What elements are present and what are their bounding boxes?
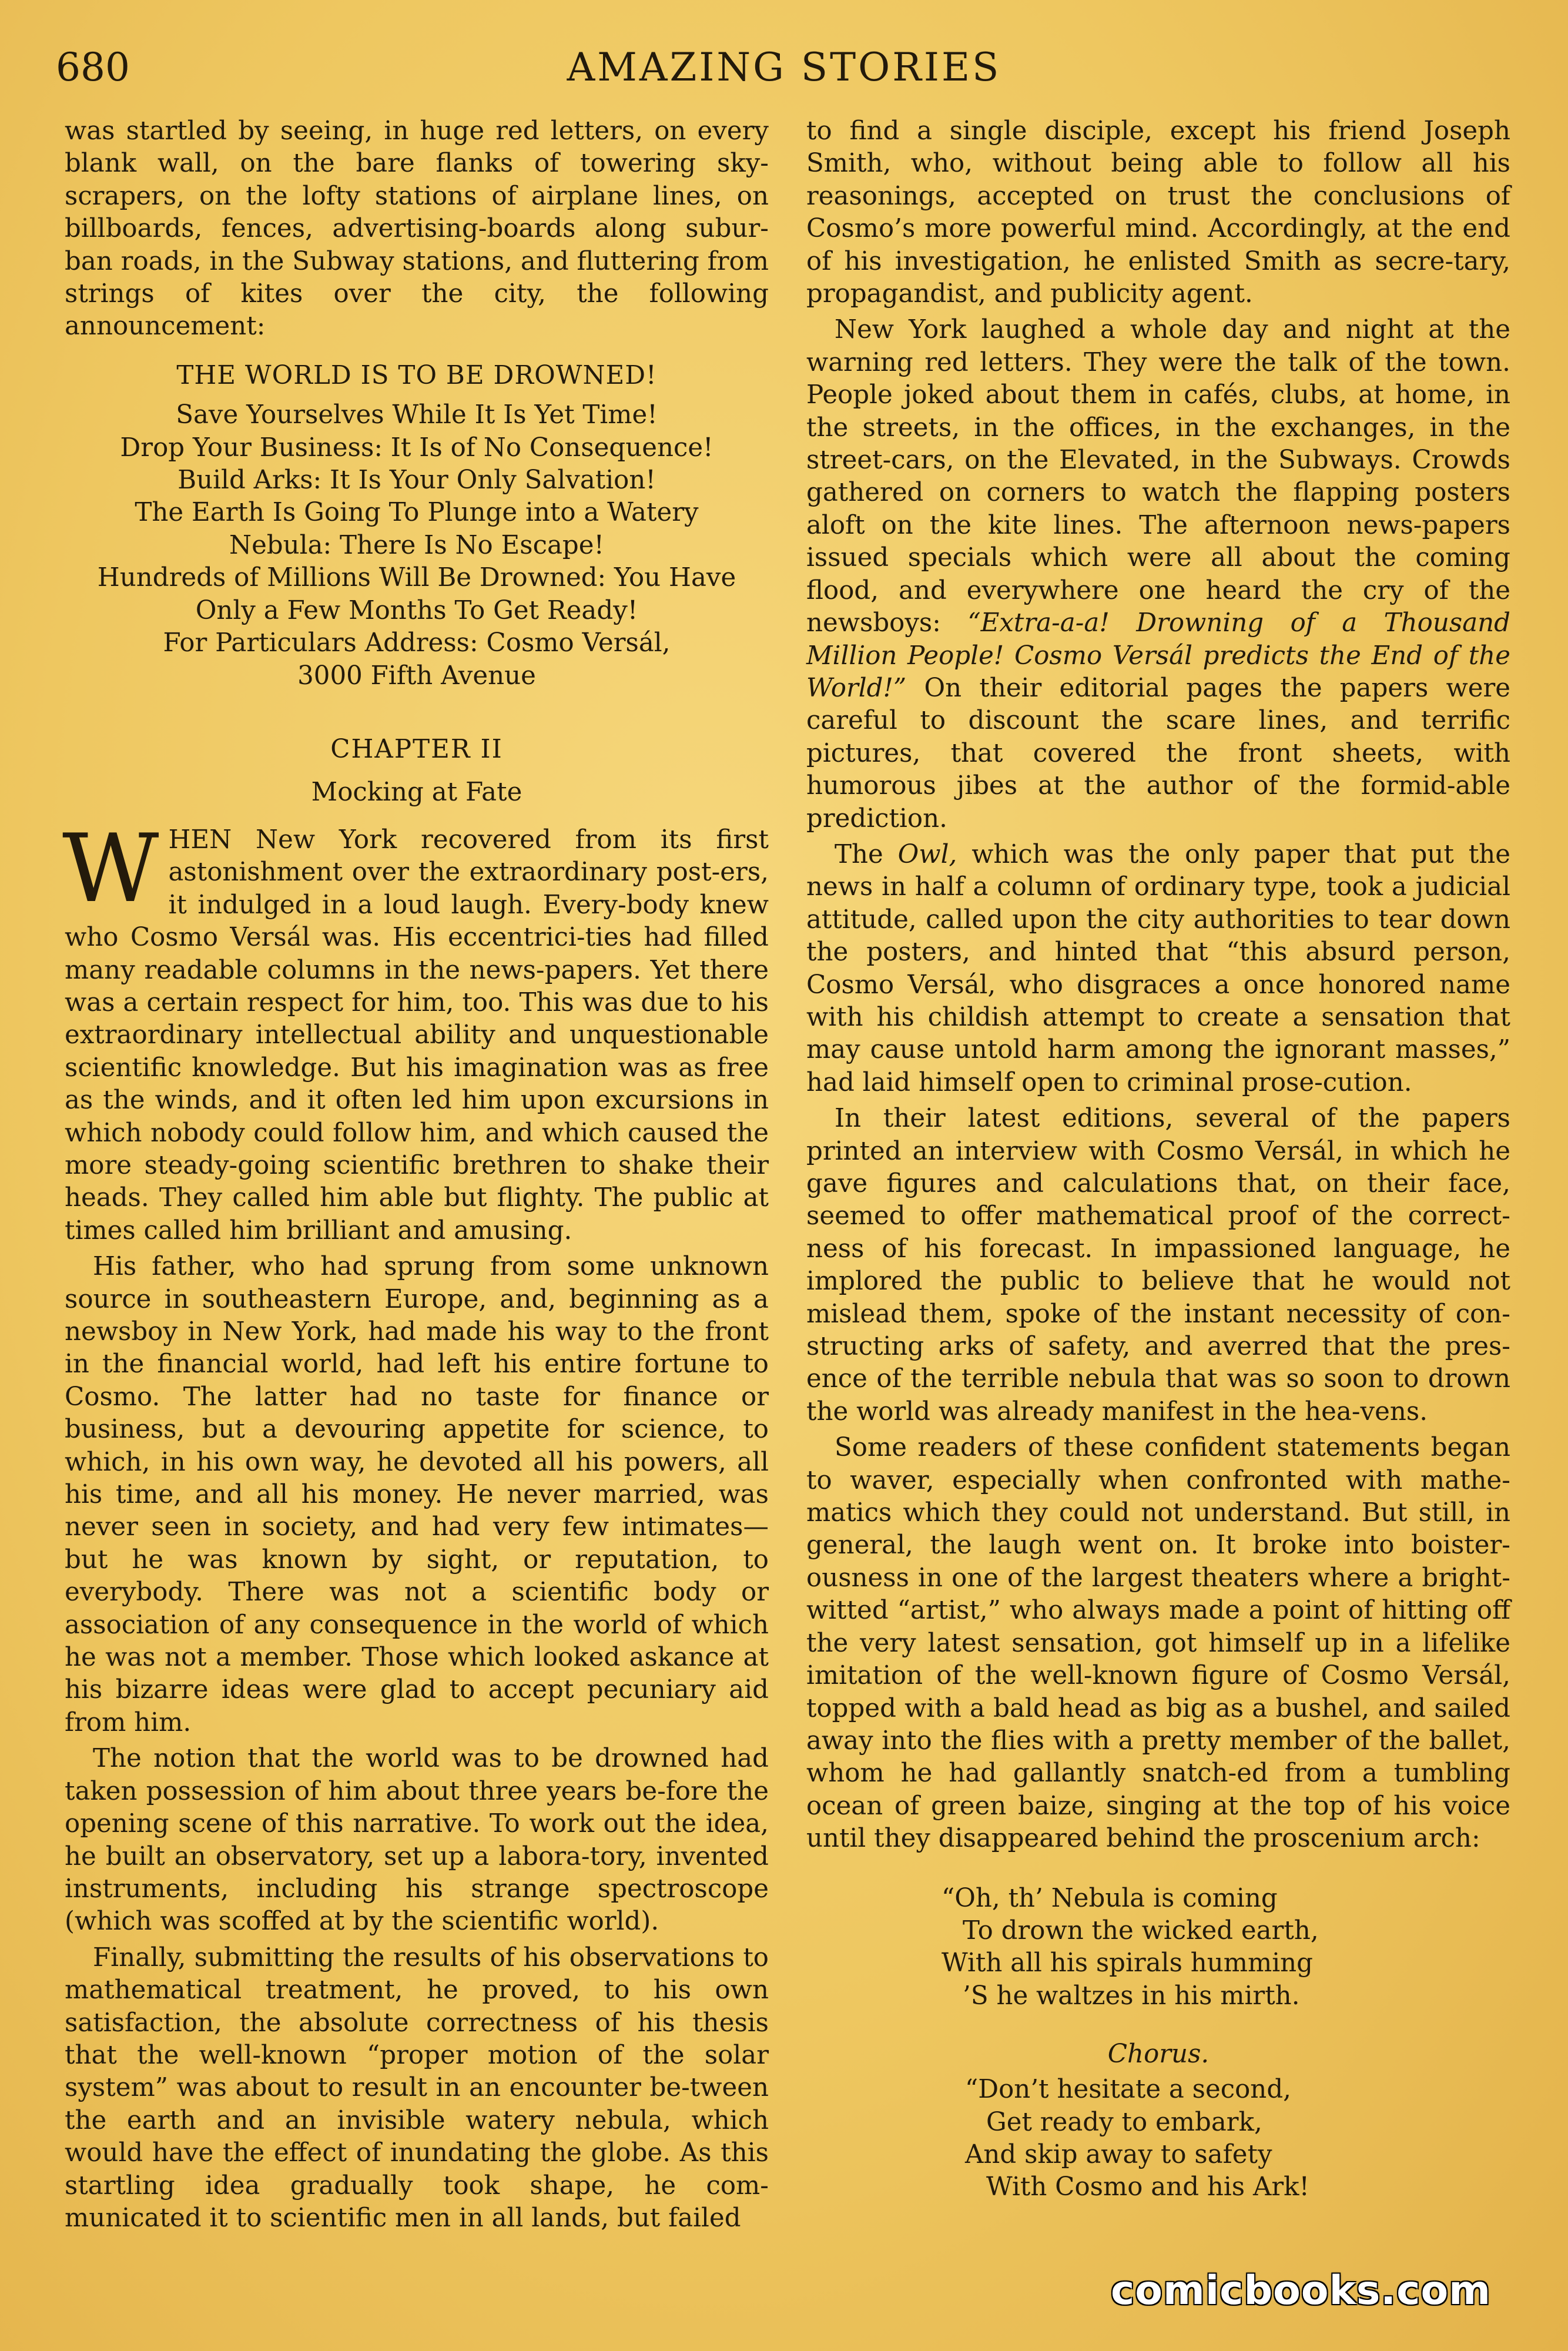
running-title: AMAZING STORIES — [567, 45, 1001, 90]
announcement-line: Only a Few Months To Get Ready! — [195, 595, 638, 625]
verse-line: With all his spirals humming — [942, 1948, 1314, 1978]
announcement-line: Drop Your Business: It Is of No Consequence! — [120, 433, 713, 463]
announcement-line: Build Arks: It Is Your Only Salvation! — [177, 465, 656, 495]
chapter-heading: CHAPTER II — [330, 734, 503, 764]
paragraph-text: On their editorial pages the papers were careful to discount the scare lines, and terrific pictures, that covered the front sheets, with humorous jibes at the author of the formid-able prediction. — [806, 673, 1511, 833]
body-paragraph: Some readers of these confident statements began to waver, especially when confronted with mathe-matics which they could not understand. But still, in general, the laugh went on. It broke into boister-ousness in one of the largest theaters where a bright-witted “artist,” who always made a point of hitting off the very latest sensation, got himself up in a lifelike imitation of the well-known figure of Cosmo Versál, topped with a bald head as big as a bushel, and sailed away into the flies with a pretty member of the ballet, whom he had gallantly snatch-ed from a tumbling ocean of green baize, singing at the top of his voice until they disappeared behind the proscenium arch: — [806, 1433, 1510, 1854]
body-paragraph — [806, 314, 1510, 835]
left-column — [62, 115, 769, 2235]
body-paragraph: The notion that the world was to be drowned had taken possession of him about three years be-fore the opening scene of this narrative. To work out the idea, he built an observatory, set up a labora-tory, invented instruments, including his strange spectroscope (which was scoffed at by the scientific world). — [65, 1744, 769, 1937]
body-paragraph: to find a single disciple, except his friend Joseph Smith, who, without being able to follow all his reasonings, accepted on trust the conclusions of Cosmo’s more powerful mind. Accordingly, at the end of his investigation, he enlisted Smith as secre-tary, propagandist, and publicity agent. — [806, 116, 1510, 309]
chapter-title: Mocking at Fate — [311, 777, 522, 807]
body-paragraph: In their latest editions, several of the papers printed an interview with Cosmo Versál, in which he gave figures and calculations that, on their face, seemed to offer mathematical proof of the correct-ness of his forecast. In impassioned language, he implored the public to believe that he would not mislead them, spoke of the instant necessity of con-structing arks of safety, and averred that the pres-ence of the terrible nebula that was so soon to drown the world was already manifest in the hea-vens. — [806, 1104, 1510, 1426]
announcement-line: The Earth Is Going To Plunge into a Watery — [135, 498, 699, 528]
chorus-line: “Don’t hesitate a second, — [965, 2075, 1291, 2105]
announcement — [65, 360, 769, 692]
announcement-line: Hundreds of Millions Will Be Drowned: You Have — [97, 563, 736, 593]
body-paragraph — [806, 839, 1510, 1099]
page-number: 680 — [56, 45, 130, 90]
newspaper-name: Owl, — [897, 839, 957, 869]
body-paragraph — [62, 813, 769, 1247]
chorus-line: And skip away to safety — [965, 2139, 1272, 2169]
announcement-line: For Particulars Address: Cosmo Versál, — [163, 628, 671, 658]
announcement-line: 3000 Fifth Avenue — [297, 661, 536, 691]
chorus-line: With Cosmo and his Ark! — [986, 2172, 1309, 2202]
intro-paragraph: was startled by seeing, in huge red letters, on every blank wall, on the bare flanks of towering sky-scrapers, on the lofty stations of airplane lines, on billboards, fences, advertising-boards along subur-ban roads, in the Subway stations, and fluttering from strings of kites over the city, the following announcement: — [65, 116, 769, 341]
verse-line: ’S he waltzes in his mirth. — [963, 1981, 1300, 2011]
paragraph-text: HEN New York recovered from its first astonishment over the extraordinary post-ers, it indulged in a loud laugh. Every-body knew who Cosmo Versál was. His eccentrici-ties had filled many readable columns in the news-papers. Yet there was a certain respect for him, too. This was due to his extraordinary intellectual ability and unquestionable scientific knowledge. But his imagination was as free as the winds, and it often led him upon excursions in which nobody could follow him, and which caused the more steady-going scientific brethren to shake their heads. They called him able but flighty. The public at times called him brilliant and amusing. — [65, 825, 769, 1245]
watermark: comicbooks.com — [1111, 2268, 1492, 2314]
verse-line: To drown the wicked earth, — [963, 1915, 1319, 1945]
paragraph-text: New York laughed a whole day and night at the warning red letters. They were the talk of the town. People joked about them in cafés, clubs, at home, in the streets, in the offices, in the exchanges, in the street-cars, on the Elevated, in the Subways. Crowds gathered on corners to watch the flapping posters aloft on the kite lines. The afternoon news-papers issued specials which were all about the coming flood, and everywhere one heard the cry of the newsboys: — [806, 315, 1510, 638]
song-verse — [942, 1883, 1510, 2013]
announcement-line: Save Yourselves While It Is Yet Time! — [176, 400, 658, 430]
newsboy-cry: “Extra-a-a! Drowning of a Thousand Million People! Cosmo Versál predicts the End of the World!” — [806, 608, 1510, 703]
announcement-line: Nebula: There Is No Escape! — [229, 530, 604, 560]
right-column — [806, 115, 1510, 2204]
paragraph-text: The — [835, 839, 883, 869]
body-paragraph: His father, who had sprung from some unknown source in southeastern Europe, and, beginning as a newsboy in New York, had made his way to the front in the financial world, had left his entire fortune to Cosmo. The latter had no taste for finance or business, but a devouring appetite for science, to which, in his own way, he devoted all his powers, all his time, and all his money. He never married, was never seen in society, and had very few intimates—but he was known by sight, or reputation, to everybody. There was not a scientific body or association of any consequence in the world of which he was not a member. Those which looked askance at his bizarre ideas were glad to accept pecuniary aid from him. — [65, 1252, 769, 1737]
verse-line: “Oh, th’ Nebula is coming — [942, 1883, 1278, 1913]
chorus-verse — [965, 2074, 1510, 2204]
announcement-heading: THE WORLD IS TO BE DROWNED! — [176, 360, 657, 390]
drop-cap: W — [62, 813, 159, 923]
chorus-line: Get ready to embark, — [986, 2107, 1262, 2137]
paragraph-text: which was the only paper that put the news in half a column of ordinary type, took a judicial attitude, called upon the city authorities to tear down the posters, and hinted that “this absurd person, Cosmo Versál, who disgraces a once honored name with his childish attempt to create a sensation that may cause untold harm among the ignorant masses,” had laid himself open to criminal prose-cution. — [806, 839, 1511, 1097]
chorus-label: Chorus. — [1107, 2039, 1209, 2069]
body-paragraph: Finally, submitting the results of his observations to mathematical treatment, he proved, to his own satisfaction, the absolute correctness of his thesis that the well-known “proper motion of the solar system” was about to result in an encounter be-tween the earth and an invisible watery nebula, which would have the effect of inundating the globe. As this startling idea gradually took shape, he com-municated it to scientific men in all lands, but failed — [65, 1943, 769, 2233]
